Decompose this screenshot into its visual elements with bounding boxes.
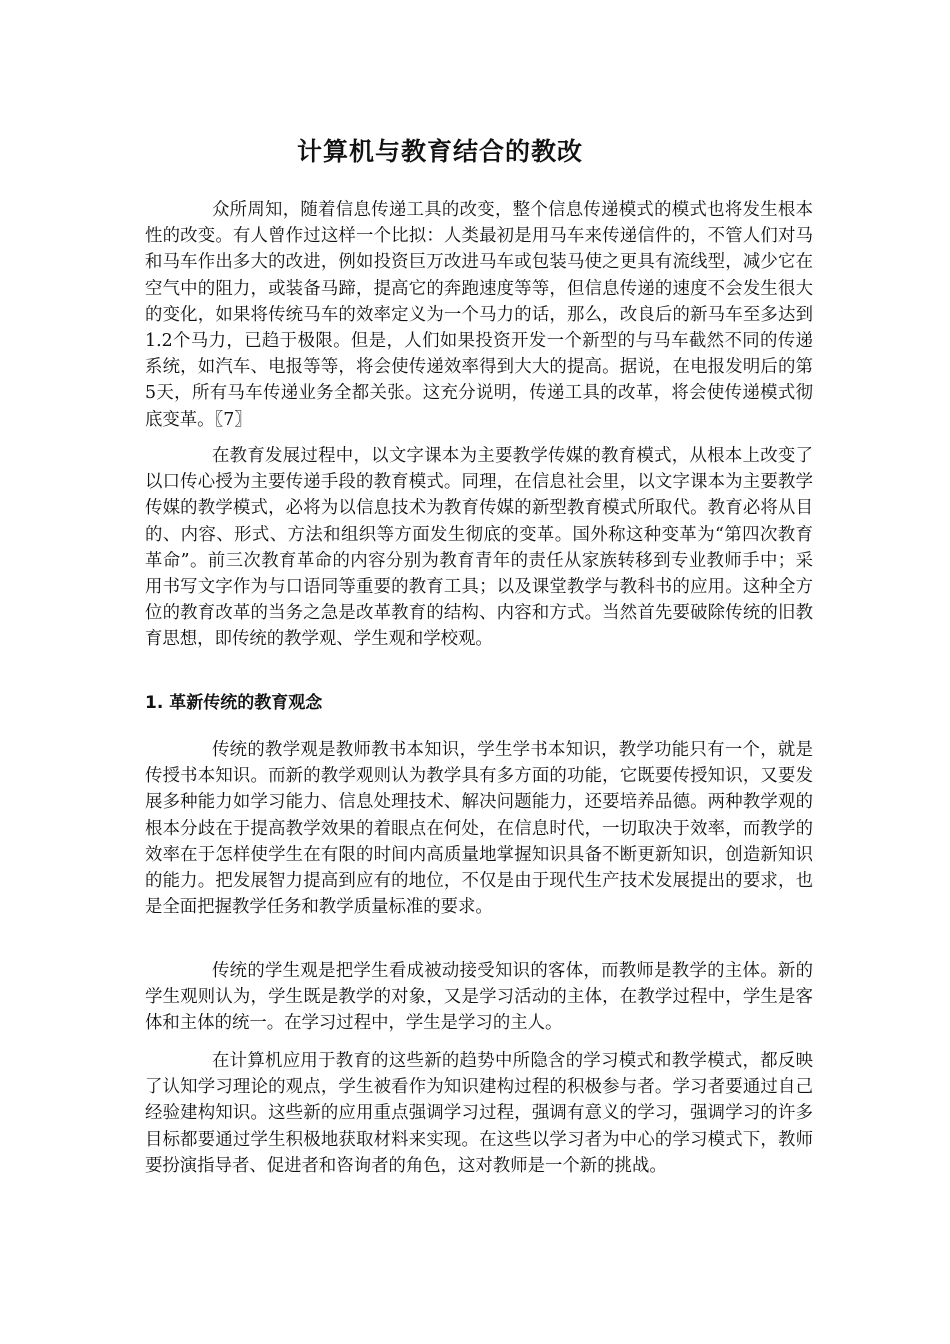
paragraph-teaching-view: 传统的教学观是教师教书本知识，学生学书本知识，教学功能只有一个，就是传授书本知识。而新的教学观则认为教学具有多方面的功能，它既要传授知识，又要发展多种能力如学习能力、信息处理技术、解决问题能力，还要培养品德。两种教学观的根本分歧在于提高教学效果的着眼点在何处，在信息时代，一切取决于效率，而教学的效率在于怎样使学生在有限的时间内高质量地掌握知识具备不断更新知识，创造新知识的能力。把发展智力提高到应有的地位，不仅是由于现代生产技术发展提出的要求，也是全面把握教学任务和教学质量标准的要求。 bbox=[145, 740, 813, 918]
paragraph-intro: 众所周知，随着信息传递工具的改变，整个信息传递模式的模式也将发生根本性的改变。有人曾作过这样一个比拟：人类最初是用马车来传递信件的，不管人们对马和马车作出多大的改进，例如投资巨万改进马车或包装马使之更具有流线型，减少它在空气中的阻力，或装备马蹄，提高它的奔跑速度等等，但信息传递的速度不会发生很大的变化，如果将传统马车的效率定义为一个马力的话，那么，改良后的新马车至多达到1.2个马力，已趋于极限。但是，人们如果投资开发一个新型的与马车截然不同的传递系统，如汽车、电报等等，将会使传递效率得到大大的提高。据说，在电报发明后的第5天，所有马车传递业务全都关张。这充分说明，传递工具的改革，将会使传递模式彻底变革。〖7〗 bbox=[145, 200, 813, 430]
document-title: 计算机与教育结合的教改 bbox=[296, 137, 583, 166]
paragraph-education-revolution: 在教育发展过程中，以文字课本为主要教学传媒的教育模式，从根本上改变了以口传心授为主要传递手段的教育模式。同理，在信息社会里，以文字课本为主要教学传媒的教学模式，必将为以信息技术为教育传媒的新型教育模式所取代。教育必将从目的、内容、形式、方法和组织等方面发生彻底的变革。国外称这种变革为“第四次教育革命”。前三次教育革命的内容分别为教育青年的责任从家族转移到专业教师手中；采用书写文字作为与口语同等重要的教育工具；以及课堂教学与教科书的应用。这种全方位的教育改革的当务之急是改革教育的结构、内容和方式。当然首先要破除传统的旧教育思想，即传统的教学观、学生观和学校观。 bbox=[145, 446, 813, 650]
paragraph-student-view: 传统的学生观是把学生看成被动接受知识的客体，而教师是教学的主体。新的学生观则认为，学生既是教学的对象，又是学习活动的主体，在教学过程中，学生是客体和主体的统一。在学习过程中，学生是学习的主人。 bbox=[145, 961, 813, 1034]
paragraph-learning-model: 在计算机应用于教育的这些新的趋势中所隐含的学习模式和教学模式，都反映了认知学习理论的观点，学生被看作为知识建构过程的积极参与者。学习者要通过自己经验建构知识。这些新的应用重点强调学习过程，强调有意义的学习，强调学习的许多目标都要通过学生积极地获取材料来实现。在这些以学习者为中心的学习模式下，教师要扮演指导者、促进者和咨询者的角色，这对教师是一个新的挑战。 bbox=[145, 1051, 813, 1176]
section-heading: 1. 革新传统的教育观念 bbox=[145, 693, 323, 713]
